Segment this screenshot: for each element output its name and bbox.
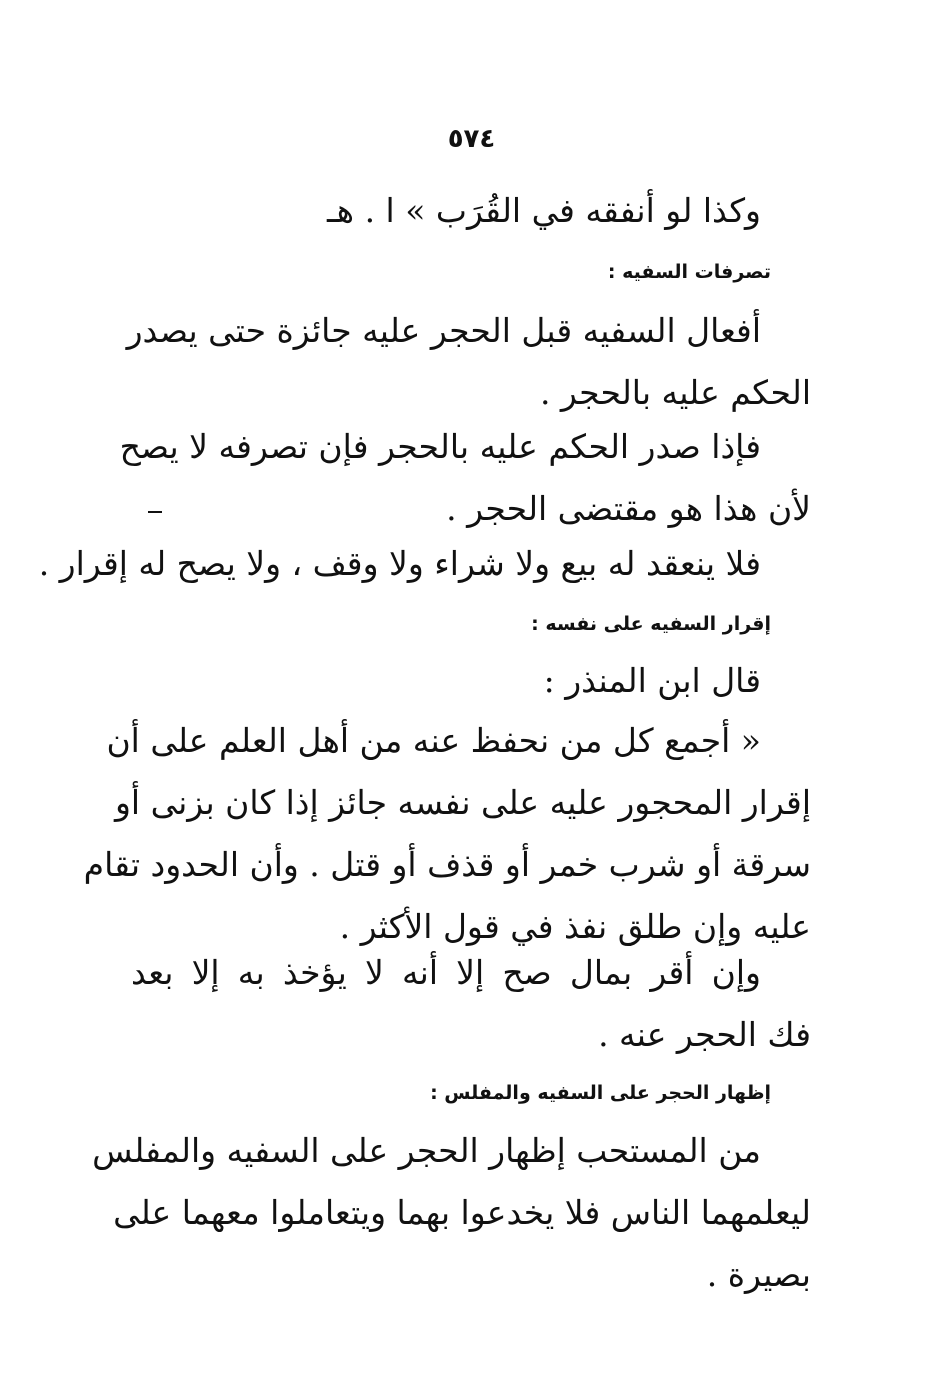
editorial-dash: [148, 511, 162, 513]
body-line: قال ابن المنذر :: [543, 661, 761, 700]
body-line: « أجمع كل من نحفظ عنه من أهل العلم على أن: [106, 721, 761, 760]
body-line: الحكم عليه بالحجر .: [539, 373, 811, 412]
text-section: [119, 416, 811, 540]
text-section: [131, 255, 811, 289]
body-line: فلا ينعقد له بيع ولا شراء ولا وقف ، ولا يصح له إقرار .: [38, 544, 761, 583]
page-number: ٥٧٤: [447, 124, 496, 154]
text-section: [38, 533, 811, 595]
body-line: وكذا لو أنفقه في القُرَب » ا . هـ: [327, 191, 761, 230]
text-section: [131, 650, 811, 712]
body-line: ليعلمهما الناس فلا يخدعوا بهما ويتعاملوا معهما على: [113, 1193, 811, 1232]
body-line: عليه وإن طلق نفذ في قول الأكثر .: [339, 907, 811, 946]
section-heading: إقرار السفيه على نفسه :: [531, 613, 771, 635]
body-line: بصيرة .: [706, 1255, 811, 1294]
text-section: [92, 1120, 811, 1306]
body-line: أفعال السفيه قبل الحجر عليه جائزة حتى يصدر: [126, 311, 761, 350]
body-line: فإذا صدر الحكم عليه بالحجر فإن تصرفه لا يصح: [119, 427, 761, 466]
text-section: [131, 1076, 811, 1110]
body-line: فك الحجر عنه .: [598, 1015, 811, 1054]
text-section: [83, 710, 811, 958]
body-line: سرقة أو شرب خمر أو قذف أو قتل . وأن الحدود تقام: [83, 845, 811, 884]
text-section: [131, 607, 811, 641]
text-section: [126, 300, 811, 424]
text-section: [131, 180, 811, 242]
section-heading: إظهار الحجر على السفيه والمفلس :: [430, 1082, 771, 1104]
section-heading: تصرفات السفيه :: [607, 261, 771, 283]
text-section: [131, 942, 811, 1066]
body-line: وإن أقر بمال صح إلا أنه لا يؤخذ به إلا بعد: [131, 953, 761, 992]
body-line: لأن هذا هو مقتضى الحجر .: [446, 489, 811, 528]
body-line: إقرار المحجور عليه على نفسه جائز إذا كان بزنى أو: [114, 783, 811, 822]
body-line: من المستحب إظهار الحجر على السفيه والمفلس: [92, 1131, 761, 1170]
